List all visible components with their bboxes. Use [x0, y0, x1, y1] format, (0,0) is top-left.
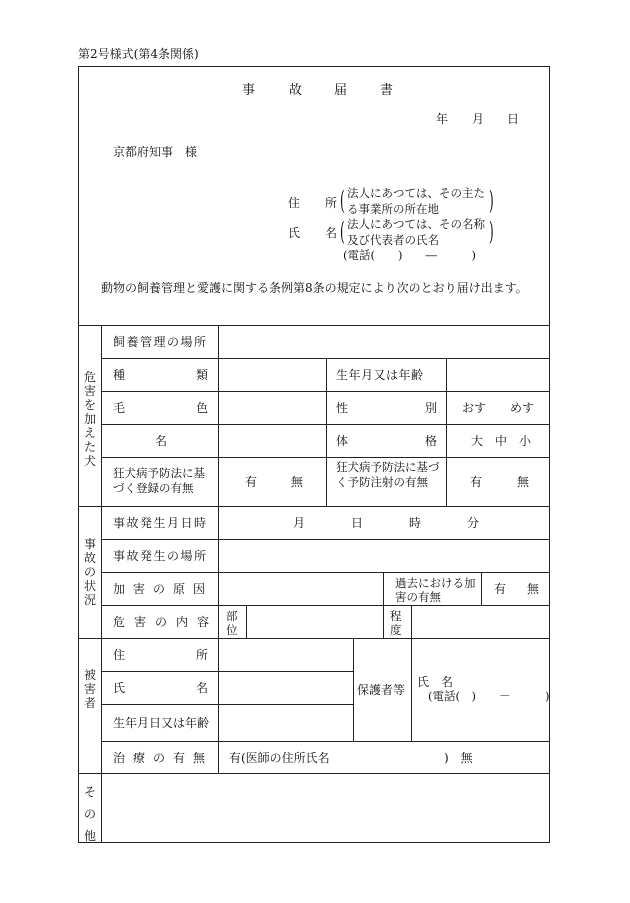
accident-cause-label: 加害の原因: [113, 582, 214, 596]
paren-close-1: ): [489, 185, 494, 216]
title-char-2: 故: [289, 83, 303, 98]
line-acc-v3: [246, 605, 247, 638]
line-label-col: [101, 325, 102, 843]
accident-section-label: 事故の状況: [83, 537, 96, 607]
dog-name-label: 名: [155, 434, 168, 448]
address-note-1: 法人にあつては、その主た: [347, 186, 485, 200]
date-day: 日: [507, 112, 520, 126]
date-year: 年: [436, 112, 449, 126]
name-label-1: 氏: [288, 226, 301, 240]
line-dog-v1: [326, 358, 327, 506]
dog-sex-label-2: 別: [425, 401, 438, 415]
title-char-1: 事: [242, 83, 256, 98]
address-label-1: 住: [288, 196, 301, 210]
statement: 動物の飼養管理と愛護に関する条例第8条の規定により次のとおり届け出ます。: [101, 281, 528, 295]
line-vic-v2: [411, 638, 412, 741]
dog-color-label-2: 色: [196, 401, 209, 415]
victim-address-label-2: 所: [196, 648, 209, 662]
past-yes[interactable]: 有: [494, 582, 507, 596]
line-acc-v2: [481, 572, 482, 605]
accident-place-label: 事故発生の場所: [113, 549, 208, 563]
line-vic-3: [101, 741, 550, 742]
date-month: 月: [472, 112, 485, 126]
victim-section-label: 被害者: [83, 668, 96, 710]
addressee: 京都府知事 様: [113, 145, 198, 159]
form-number: 第2号様式(第4条関係): [78, 47, 199, 61]
line-dog-end: [78, 506, 550, 507]
dog-sex-value[interactable]: おす めす: [462, 401, 535, 415]
line-vic-1: [101, 671, 353, 672]
registration-yes[interactable]: 有: [245, 475, 258, 489]
accident-datetime-label: 事故発生月日時: [113, 516, 208, 530]
dog-type-label-2: 類: [196, 368, 209, 382]
guardian-label: 保護者等: [357, 683, 406, 697]
name-note-1: 法人にあつては、その名称: [347, 217, 485, 231]
vaccination-yes[interactable]: 有: [470, 475, 483, 489]
phone-field[interactable]: (電話( ) ― ): [343, 248, 476, 262]
dog-place-label: 飼養管理の場所: [113, 335, 208, 349]
accident-hour[interactable]: 時: [409, 516, 422, 530]
accident-content-label: 危害の内容: [113, 615, 219, 629]
title-char-4: 書: [380, 83, 394, 98]
accident-part-label: 部位: [226, 609, 238, 637]
line-vic-v1: [353, 638, 354, 741]
dog-color-label-1: 毛: [113, 401, 126, 415]
line-acc-v4: [383, 605, 384, 638]
dog-sex-label-1: 性: [336, 401, 349, 415]
name-note-2: 及び代表者の氏名: [347, 233, 439, 247]
address-note-2: る事業所の所在地: [347, 202, 439, 216]
guardian-name-label: 氏 名: [417, 675, 454, 689]
accident-past-label: 過去における加害の有無: [395, 576, 476, 604]
line-acc-3: [101, 605, 550, 606]
title-char-3: 届: [334, 83, 348, 98]
line-acc-v1: [383, 572, 384, 605]
treatment-none[interactable]: ) 無: [444, 751, 473, 765]
paren-open-1: (: [340, 185, 345, 216]
accident-degree-label: 程度: [390, 609, 402, 637]
past-no[interactable]: 無: [527, 582, 540, 596]
paren-close-2: ): [489, 216, 494, 247]
line-vic-2: [101, 704, 353, 705]
victim-birth-label: 生年月日又は年齢: [113, 716, 210, 730]
victim-name-label-1: 氏: [113, 681, 126, 695]
dog-build-label-2: 格: [425, 434, 438, 448]
victim-address-label-1: 住: [113, 648, 126, 662]
address-label-2: 所: [325, 196, 338, 210]
dog-section-label: 危害を加えた犬: [83, 370, 96, 468]
vaccination-no[interactable]: 無: [517, 475, 530, 489]
line-accident-end: [78, 638, 550, 639]
treatment-value[interactable]: 有(医師の住所氏名: [229, 751, 330, 765]
registration-no[interactable]: 無: [291, 475, 304, 489]
accident-minute[interactable]: 分: [467, 516, 480, 530]
line-acc-1: [101, 539, 550, 540]
guardian-phone[interactable]: (電話( ) － ): [428, 689, 550, 703]
dog-registration-label: 狂犬病予防法に基づく登録の有無: [113, 466, 205, 495]
line-victim-end: [78, 773, 550, 774]
paren-open-2: (: [340, 216, 345, 247]
line-dog-v2: [446, 358, 447, 506]
name-label-2: 名: [325, 226, 338, 240]
dog-birth-label: 生年月又は年齢: [336, 368, 424, 382]
dog-build-value[interactable]: 大 中 小: [471, 434, 532, 448]
treatment-label: 治療の有無: [113, 751, 214, 765]
accident-day[interactable]: 日: [351, 516, 364, 530]
dog-build-label-1: 体: [336, 434, 349, 448]
other-label: その他: [83, 785, 96, 843]
line-acc-v5: [411, 605, 412, 638]
dog-vaccination-label: 狂犬病予防法に基づく予防注射の有無: [336, 460, 440, 489]
accident-month[interactable]: 月: [293, 516, 306, 530]
line-top-table: [78, 325, 550, 326]
line-acc-2: [101, 572, 550, 573]
dog-type-label-1: 種: [113, 368, 126, 382]
line-item-col: [218, 325, 219, 773]
victim-name-label-2: 名: [196, 681, 209, 695]
